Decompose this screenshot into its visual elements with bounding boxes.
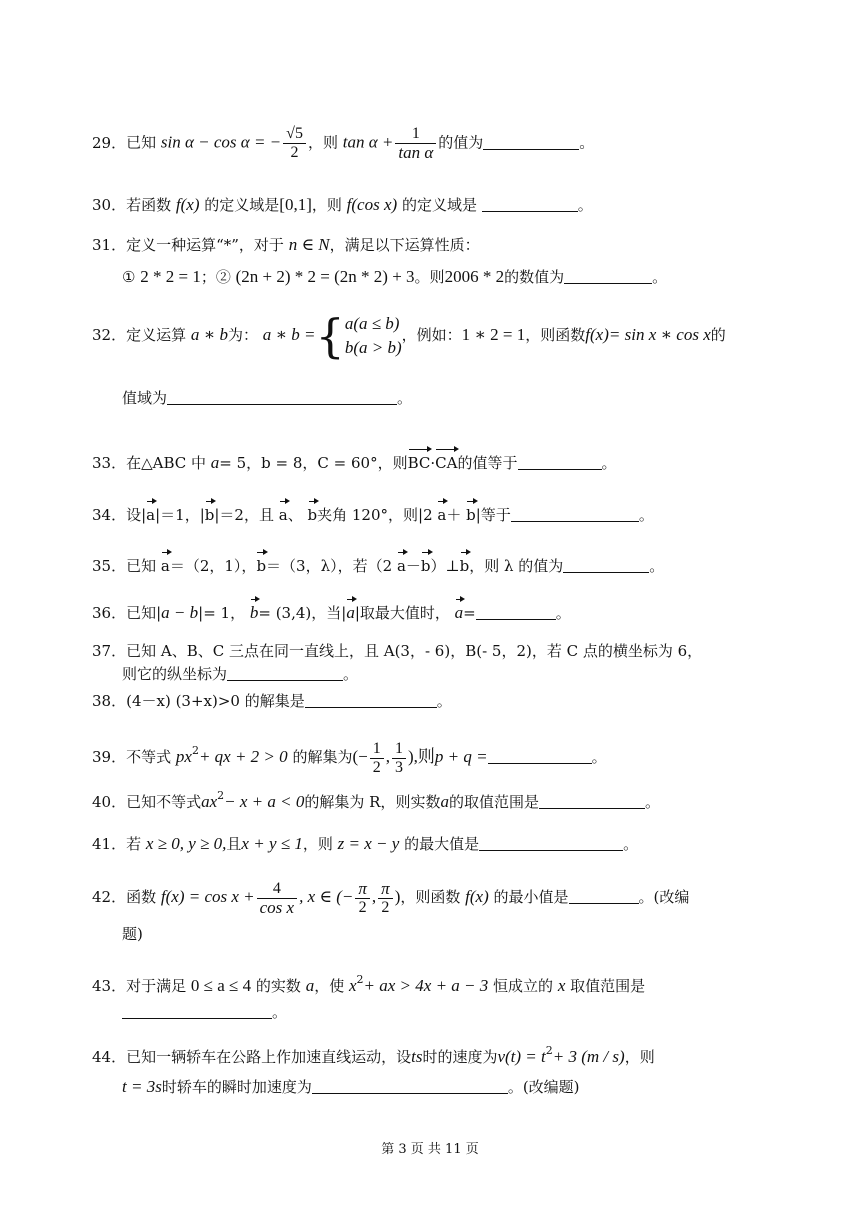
answer-blank[interactable] bbox=[563, 556, 649, 573]
vector-a: a bbox=[160, 557, 170, 575]
vector-a: a bbox=[454, 603, 464, 622]
answer-blank[interactable] bbox=[488, 747, 592, 764]
question-31: 31．定义一种运算“*”，对于 n ∈ N，满足以下运算性质： bbox=[92, 235, 480, 254]
question-32: 32．定义运算 a ∗ b为： a ∗ b ={ a(a ≤ b) b(a > b) ，例如：1 ∗ 2 = 1，则函数f(x)= sin x ∗ cos x的 bbox=[92, 309, 726, 363]
fraction-pi-over-2: $\frac{\pi}{2}$ bbox=[355, 880, 370, 917]
answer-blank[interactable] bbox=[227, 664, 343, 681]
vector-a: a bbox=[278, 506, 288, 524]
answer-blank[interactable] bbox=[569, 887, 639, 904]
question-32-line2: 值域为 。 bbox=[122, 389, 413, 407]
answer-blank[interactable] bbox=[518, 453, 602, 470]
piecewise-cases: a(a ≤ b) b(a > b) bbox=[344, 314, 402, 357]
fraction-1-over-3: $\frac{1}{3}$ bbox=[392, 740, 406, 777]
question-34: 34．设|a|＝1，|b|＝2，且 a、 b夹角 120°，则|2 a＋ b|等于 。 bbox=[92, 506, 654, 524]
vector-b: b bbox=[420, 557, 431, 575]
question-44-line2: t = 3s时轿车的瞬时加速度为 。(改编题) bbox=[122, 1077, 580, 1096]
answer-blank[interactable] bbox=[479, 834, 623, 851]
question-30: 30．若函数 f(x) 的定义域是[0,1]，则 f(cos x) 的定义域是 。 bbox=[92, 195, 593, 214]
question-43-line2: 。 bbox=[122, 1001, 802, 1023]
fraction-1-over-2: $\frac{1}{2}$ bbox=[370, 740, 384, 777]
question-37-line2: 则它的纵坐标为 。 bbox=[122, 665, 359, 683]
question-41: 41．若 x ≥ 0, y ≥ 0,且x + y ≤ 1，则 z = x − y 的最大值是 。 bbox=[92, 834, 639, 853]
answer-blank[interactable] bbox=[483, 133, 579, 150]
question-33: 33．在△ABC 中 a= 5，b = 8，C = 60°，则BC·CA的值等于 。 bbox=[92, 453, 617, 472]
vector-a: a bbox=[346, 603, 355, 622]
vector-ca: CA bbox=[435, 454, 458, 472]
vector-b: b bbox=[466, 506, 476, 524]
question-37: 37．已知 A、B、C 三点在同一直线上，且 A(3，- 6)，B(- 5，2)，若 C 点的横坐标为 6， bbox=[92, 642, 703, 660]
page-footer: 第 3 页 共 11 页 bbox=[381, 1142, 479, 1157]
question-42: 42．函数 f(x) = cos x + $\frac{4}{\text{cos x}}$ , x ∈ (− $\frac{\pi}{2}$ , $\frac{\pi}{2}$ )，则函数 f(x) 的最小值是 。(改编 bbox=[92, 878, 690, 917]
vector-bc: BC bbox=[407, 454, 431, 472]
vector-b: b bbox=[256, 557, 267, 575]
vector-b: b bbox=[249, 603, 259, 622]
fraction-pi-over-2: $\frac{\pi}{2}$ bbox=[378, 880, 393, 917]
answer-blank[interactable] bbox=[122, 1002, 272, 1019]
fraction-1-over-tan: $\frac{1}{\text{tan α}}$ bbox=[395, 125, 436, 162]
question-38: 38．(4－x) (3+x)>0 的解集是 。 bbox=[92, 692, 452, 710]
question-42-line2: 题) bbox=[122, 925, 143, 943]
fraction-sqrt5-over-2: $\frac{√5}{2}$ bbox=[283, 125, 306, 162]
vector-b: b bbox=[459, 557, 470, 575]
vector-b: b bbox=[204, 506, 215, 524]
answer-blank[interactable] bbox=[312, 1077, 508, 1094]
question-35: 35．已知 a＝（2，1），b＝（3，λ），若（2 a－b）⊥b，则 λ 的值为 。 bbox=[92, 557, 665, 575]
question-44: 44．已知一辆轿车在公路上作加速直线运动，设ts时的速度为$v(t) = t^2+ 3$ (m / s)，则 bbox=[92, 1044, 655, 1066]
vector-a: a bbox=[437, 506, 447, 524]
answer-blank[interactable] bbox=[511, 505, 639, 522]
question-39: 39．不等式 $px^2+$ qx + 2 > 0 的解集为(− $\frac{1}{2}$ , $\frac{1}{3}$ ),则p + q = 。 bbox=[92, 739, 607, 776]
answer-blank[interactable] bbox=[476, 603, 556, 620]
fraction-4-over-cos: $\frac{4}{\text{cos x}}$ bbox=[257, 880, 297, 917]
answer-blank[interactable] bbox=[482, 195, 578, 212]
answer-blank[interactable] bbox=[305, 691, 437, 708]
question-29: 29．已知 sin α − cos α = − $\frac{√5}{2}$ ，则 tan α + $\frac{1}{\text{tan α}}$ 的值为 。 bbox=[92, 125, 595, 162]
vector-a: a bbox=[146, 506, 156, 524]
question-40: 40．已知不等式$ax^2- x + a < 0$的解集为 R，则实数a的取值范围是 。 bbox=[92, 789, 660, 811]
vector-b: b bbox=[307, 506, 318, 524]
answer-blank[interactable] bbox=[564, 267, 652, 284]
question-36: 36．已知|a − b|= 1， b= (3,4)，当|a|取最大值时， a= 。 bbox=[92, 603, 571, 622]
answer-blank[interactable] bbox=[539, 792, 645, 809]
question-31-line2: ① 2 * 2 = 1；② (2n + 2) * 2 = (2n * 2) + 3。则2006 * 2的数值为 。 bbox=[122, 267, 668, 286]
answer-blank[interactable] bbox=[167, 388, 397, 405]
vector-a: a bbox=[396, 557, 406, 575]
question-43: 43．对于满足 0 ≤ a ≤ 4 的实数 a，使 $x^2+$ ax > 4x + a − 3 恒成立的 x 取值范围是 bbox=[92, 973, 646, 995]
left-brace: { bbox=[315, 309, 345, 363]
